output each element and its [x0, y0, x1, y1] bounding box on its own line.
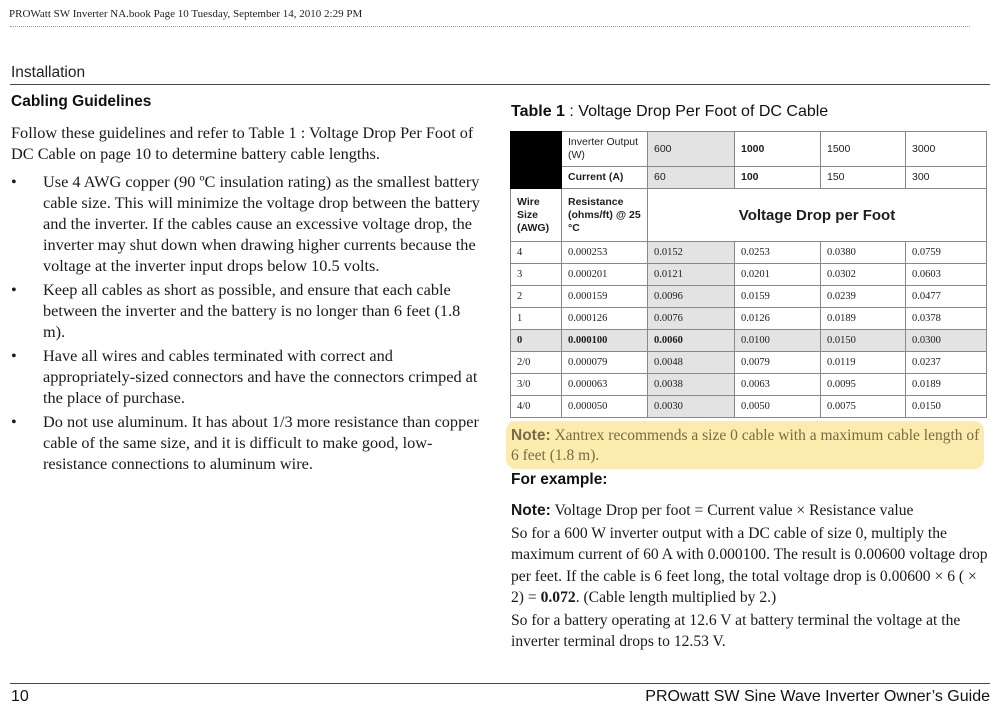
wire-size-header: Wire Size (AWG) — [511, 189, 562, 242]
voltage-drop-cell: 0.0126 — [735, 308, 821, 330]
bullet-item — [11, 411, 486, 474]
voltage-drop-cell: 0.0079 — [735, 352, 821, 374]
voltage-drop-cell: 0.0050 — [735, 396, 821, 418]
voltage-drop-cell: 0.0378 — [906, 308, 987, 330]
inverter-output-row — [511, 132, 987, 167]
guidelines-column — [11, 122, 486, 477]
voltage-drop-cell: 0.0060 — [648, 330, 735, 352]
voltage-drop-cell: 0.0063 — [735, 374, 821, 396]
bullet-item — [11, 279, 486, 342]
voltage-drop-cell: 0.0302 — [821, 264, 906, 286]
bullet-icon: • — [11, 412, 17, 431]
voltage-drop-cell: 0.0201 — [735, 264, 821, 286]
voltage-drop-header: Voltage Drop per Foot — [648, 189, 987, 242]
example-block — [511, 500, 991, 654]
table-title — [511, 103, 828, 121]
output-cell: 1500 — [821, 132, 906, 167]
bullet-text: Have all wires and cables terminated with correct and appropriately-sized connectors and have the connectors crimped at the place of purchase. — [43, 346, 478, 407]
voltage-drop-cell: 0.0477 — [906, 286, 987, 308]
example-text: . (Cable length multiplied by 2.) — [575, 589, 777, 606]
example-result: 0.072 — [540, 589, 576, 606]
example-paragraph-1 — [511, 523, 991, 609]
footer-title: PROwatt SW Sine Wave Inverter Owner’s Guide — [645, 688, 990, 705]
table-row — [511, 286, 987, 308]
table-number: Table 1 — [511, 103, 565, 120]
resistance-cell: 0.000050 — [562, 396, 648, 418]
current-row — [511, 167, 987, 189]
voltage-drop-cell: 0.0237 — [906, 352, 987, 374]
voltage-drop-cell: 0.0603 — [906, 264, 987, 286]
example-text: So for a 600 W inverter output with a DC cable of size 0, multiply the maximum current of 60 A with 0.000100. The result is 0.00600 voltage drop per feet. If the cable is 6 feet long, the total voltage drop is 0.00600 × 6 ( × 2) = — [511, 524, 988, 606]
column-header-row — [511, 189, 987, 242]
table-row — [511, 264, 987, 286]
voltage-drop-cell: 0.0075 — [821, 396, 906, 418]
for-example-heading: For example: — [511, 471, 608, 488]
note-body: Xantrex recommends a size 0 cable with a maximum cable length of 6 feet (1.8 m). — [511, 427, 980, 464]
voltage-drop-cell: 0.0119 — [821, 352, 906, 374]
resistance-cell: 0.000079 — [562, 352, 648, 374]
current-cell: 300 — [906, 167, 987, 189]
note-label: Note: — [511, 427, 551, 444]
table-row — [511, 396, 987, 418]
voltage-drop-cell: 0.0038 — [648, 374, 735, 396]
section-title: Cabling Guidelines — [11, 93, 152, 110]
page-number: 10 — [11, 688, 29, 705]
intro-paragraph: Follow these guidelines and refer to Table 1 : Voltage Drop Per Foot of DC Cable on page 10 to determine battery cable lengths. — [11, 123, 474, 163]
voltage-drop-cell: 0.0095 — [821, 374, 906, 396]
inverter-output-label: Inverter Output (W) — [562, 132, 648, 167]
formula-note-label: Note: — [511, 502, 551, 519]
voltage-drop-cell: 0.0189 — [821, 308, 906, 330]
table-caption: : Voltage Drop Per Foot of DC Cable — [564, 103, 829, 120]
wire-size-cell: 4 — [511, 242, 562, 264]
bullet-icon: • — [11, 172, 17, 191]
table-row — [511, 352, 987, 374]
table-corner-block — [511, 132, 562, 167]
formula-text: Voltage Drop per foot = Current value × Resistance value — [550, 502, 914, 519]
voltage-drop-cell: 0.0300 — [906, 330, 987, 352]
voltage-drop-cell: 0.0380 — [821, 242, 906, 264]
output-cell: 3000 — [906, 132, 987, 167]
current-cell: 100 — [735, 167, 821, 189]
resistance-header: Resistance (ohms/ft) @ 25 °C — [562, 189, 648, 242]
resistance-cell: 0.000126 — [562, 308, 648, 330]
resistance-cell: 0.000159 — [562, 286, 648, 308]
table-row — [511, 374, 987, 396]
voltage-drop-cell: 0.0159 — [735, 286, 821, 308]
section-divider — [10, 84, 990, 85]
voltage-drop-cell: 0.0048 — [648, 352, 735, 374]
current-cell: 150 — [821, 167, 906, 189]
voltage-drop-cell: 0.0096 — [648, 286, 735, 308]
wire-size-cell: 4/0 — [511, 396, 562, 418]
voltage-drop-cell: 0.0152 — [648, 242, 735, 264]
bullet-text: Do not use aluminum. It has about 1/3 more resistance than copper cable of the same size, and it is difficult to make good, low-resistance connections to aluminum wire. — [43, 412, 479, 473]
wire-size-cell: 2/0 — [511, 352, 562, 374]
bullet-item — [11, 345, 486, 408]
voltage-drop-cell: 0.0150 — [906, 396, 987, 418]
bullet-text: Keep all cables as short as possible, and ensure that each cable between the inverter and the battery is no longer than 6 feet (1.8 m). — [43, 280, 461, 341]
voltage-drop-cell: 0.0150 — [821, 330, 906, 352]
table-corner-block — [511, 167, 562, 189]
print-header-divider — [10, 26, 970, 27]
voltage-drop-cell: 0.0253 — [735, 242, 821, 264]
xantrex-note — [511, 426, 981, 466]
bullet-icon: • — [11, 346, 17, 365]
table-row — [511, 330, 987, 352]
resistance-cell: 0.000063 — [562, 374, 648, 396]
section-label: Installation — [11, 64, 86, 81]
voltage-drop-cell: 0.0239 — [821, 286, 906, 308]
table-row — [511, 242, 987, 264]
voltage-drop-table — [510, 131, 987, 418]
voltage-drop-cell: 0.0189 — [906, 374, 987, 396]
example-paragraph-2: So for a battery operating at 12.6 V at battery terminal the voltage at the inverter terminal drops to 12.53 V. — [511, 611, 961, 650]
bullet-item — [11, 171, 486, 276]
wire-size-cell: 1 — [511, 308, 562, 330]
wire-size-cell: 3 — [511, 264, 562, 286]
formula-line — [511, 500, 991, 522]
table-body — [511, 242, 987, 418]
bullet-icon: • — [11, 280, 17, 299]
resistance-cell: 0.000100 — [562, 330, 648, 352]
output-cell: 1000 — [735, 132, 821, 167]
voltage-drop-cell: 0.0100 — [735, 330, 821, 352]
footer-divider — [10, 683, 990, 684]
current-label: Current (A) — [562, 167, 648, 189]
voltage-drop-cell: 0.0759 — [906, 242, 987, 264]
bullet-text: Use 4 AWG copper (90 ºC insulation rating) as the smallest battery cable size. This will minimize the voltage drop between the battery and the inverter. If the cables cause an excessive voltage drop, the inverter may shut down when drawing higher currents because the voltage at the inverter input drops below 10.5 volts. — [43, 172, 480, 275]
print-header: PROWatt SW Inverter NA.book Page 10 Tuesday, September 14, 2010 2:29 PM — [9, 8, 363, 20]
voltage-drop-cell: 0.0121 — [648, 264, 735, 286]
wire-size-cell: 2 — [511, 286, 562, 308]
resistance-cell: 0.000253 — [562, 242, 648, 264]
table-row — [511, 308, 987, 330]
output-cell: 600 — [648, 132, 735, 167]
voltage-drop-cell: 0.0030 — [648, 396, 735, 418]
wire-size-cell: 0 — [511, 330, 562, 352]
voltage-drop-cell: 0.0076 — [648, 308, 735, 330]
resistance-cell: 0.000201 — [562, 264, 648, 286]
current-cell: 60 — [648, 167, 735, 189]
wire-size-cell: 3/0 — [511, 374, 562, 396]
